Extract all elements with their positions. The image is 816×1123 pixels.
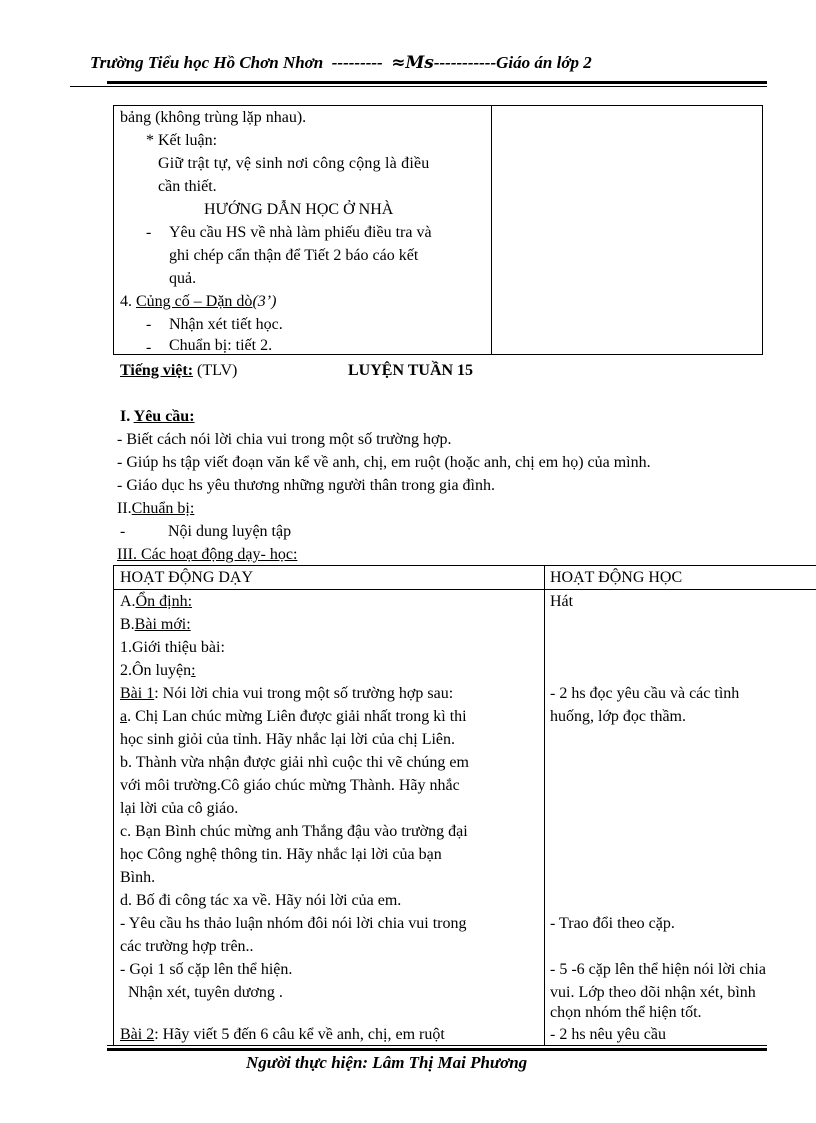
bullet-dash: - — [146, 224, 152, 241]
table-row: với môi trường.Cô giáo chúc mừng Thành. Hãy nhắc — [120, 777, 460, 794]
table-row: Bài 1: Nói lời chia vui trong một số trường hợp sau: — [120, 685, 454, 702]
box-line: * Kết luận: — [146, 132, 218, 149]
table-row: 2.Ôn luyện: — [120, 662, 196, 679]
goal-item: - Biết cách nói lời chia vui trong một số trường hợp. — [117, 431, 452, 448]
student-activity: chọn nhóm thể hiện tốt. — [550, 1004, 702, 1021]
table-row: các trường hợp trên.. — [120, 938, 254, 955]
box-line: quả. — [169, 270, 197, 287]
goal-item: - Giúp hs tập viết đoạn văn kể về anh, chị, em ruột (hoặc anh, chị em họ) của mình. — [117, 454, 651, 471]
table-row: A.Ổn định: — [120, 593, 193, 610]
bullet-dash: - — [146, 339, 152, 356]
student-activity: Hát — [550, 593, 574, 610]
student-activity: - 2 hs đọc yêu cầu và các tình — [550, 685, 740, 702]
page-header — [90, 53, 592, 73]
student-activity: huống, lớp đọc thầm. — [550, 708, 686, 725]
school-name: Trường Tiểu học Hồ Chơn Nhơn — [90, 53, 324, 72]
bullet-dash: - — [146, 316, 152, 333]
prep-item: Nội dung luyện tập — [168, 523, 292, 540]
table-row: Bình. — [120, 869, 156, 886]
box-line: HƯỚNG DẪN HỌC Ở NHÀ — [204, 201, 394, 218]
table-row: c. Bạn Bình chúc mừng anh Thắng đậu vào trường đại — [120, 823, 468, 840]
col-header-student: HOẠT ĐỘNG HỌC — [550, 569, 683, 586]
table-row: lại lời của cô giáo. — [120, 800, 239, 817]
header-dashes-right: ----------- — [433, 53, 497, 72]
subject-line: Tiếng việt: (TLV) — [120, 362, 238, 379]
box-line: Chuẩn bị: tiết 2. — [169, 337, 273, 354]
section-1-heading: I. Yêu cầu: — [120, 408, 195, 425]
student-activity: - 2 hs nêu yêu cầu — [550, 1026, 666, 1043]
section-4: 4. Củng cố – Dặn dò(3’) — [120, 293, 277, 310]
table-row: a. Chị Lan chúc mừng Liên được giải nhất trong kì thi — [120, 708, 467, 725]
table-row: b. Thành vừa nhận được giải nhì cuộc thi vẽ chúng em — [120, 754, 469, 771]
table-divider — [544, 566, 545, 1045]
student-activity: - Trao đổi theo cặp. — [550, 915, 675, 932]
bullet-dash: - — [120, 523, 126, 540]
table-divider — [491, 106, 492, 354]
header-rule-thick — [107, 81, 767, 84]
box-line: Yêu cầu HS về nhà làm phiếu điều tra và — [169, 224, 432, 241]
table-row: 1.Giới thiệu bài: — [120, 639, 225, 656]
goal-item: - Giáo dục hs yêu thương những người thân trong gia đình. — [117, 477, 495, 494]
table-row: d. Bố đi công tác xa về. Hãy nói lời của em. — [120, 892, 402, 909]
col-header-teacher: HOẠT ĐỘNG DẠY — [120, 569, 254, 586]
section-2-heading: II.Chuẩn bị: — [117, 500, 195, 517]
box-line: ghi chép cẩn thận để Tiết 2 báo cáo kết — [169, 247, 419, 264]
footer-rule-thin — [107, 1045, 767, 1046]
header-dashes-left: --------- — [331, 53, 383, 72]
activities-table — [113, 565, 816, 1045]
table-row: học Công nghệ thông tin. Hãy nhắc lại lời của bạn — [120, 846, 442, 863]
student-activity: - 5 -6 cặp lên thể hiện nói lời chia — [550, 961, 766, 978]
footer-rule-thick — [107, 1048, 767, 1051]
lesson-title: LUYỆN TUẦN 15 — [348, 362, 474, 379]
box-line: Nhận xét tiết học. — [169, 316, 283, 333]
box-line: Giữ trật tự, vệ sinh nơi công cộng là điều — [158, 155, 430, 172]
section-3-heading: III. Các hoạt động dạy- học: — [117, 546, 298, 563]
table-row: - Gọi 1 số cặp lên thể hiện. — [120, 961, 293, 978]
table-row: - Yêu cầu hs thảo luận nhóm đôi nói lời chia vui trong — [120, 915, 467, 932]
table-header-rule — [114, 589, 816, 590]
table-row: Bài 2: Hãy viết 5 đến 6 câu kể về anh, chị, em ruột — [120, 1026, 445, 1043]
box-line: bảng (không trùng lặp nhau). — [120, 109, 307, 126]
header-rule-thin — [70, 86, 767, 87]
table-row: học sinh giỏi của tỉnh. Hãy nhắc lại lời của chị Liên. — [120, 731, 456, 748]
student-activity: vui. Lớp theo dõi nhận xét, bình — [550, 984, 756, 1001]
continuation-table — [113, 105, 763, 355]
box-line: cần thiết. — [158, 178, 217, 195]
grade-label: Giáo án lớp 2 — [496, 53, 592, 72]
author-line: Người thực hiện: Lâm Thị Mai Phương — [246, 1053, 528, 1072]
table-row: B.Bài mới: — [120, 616, 191, 633]
table-row: Nhận xét, tuyên dương . — [128, 984, 283, 1001]
logo-ornament-icon: ≈Ms — [391, 53, 434, 73]
